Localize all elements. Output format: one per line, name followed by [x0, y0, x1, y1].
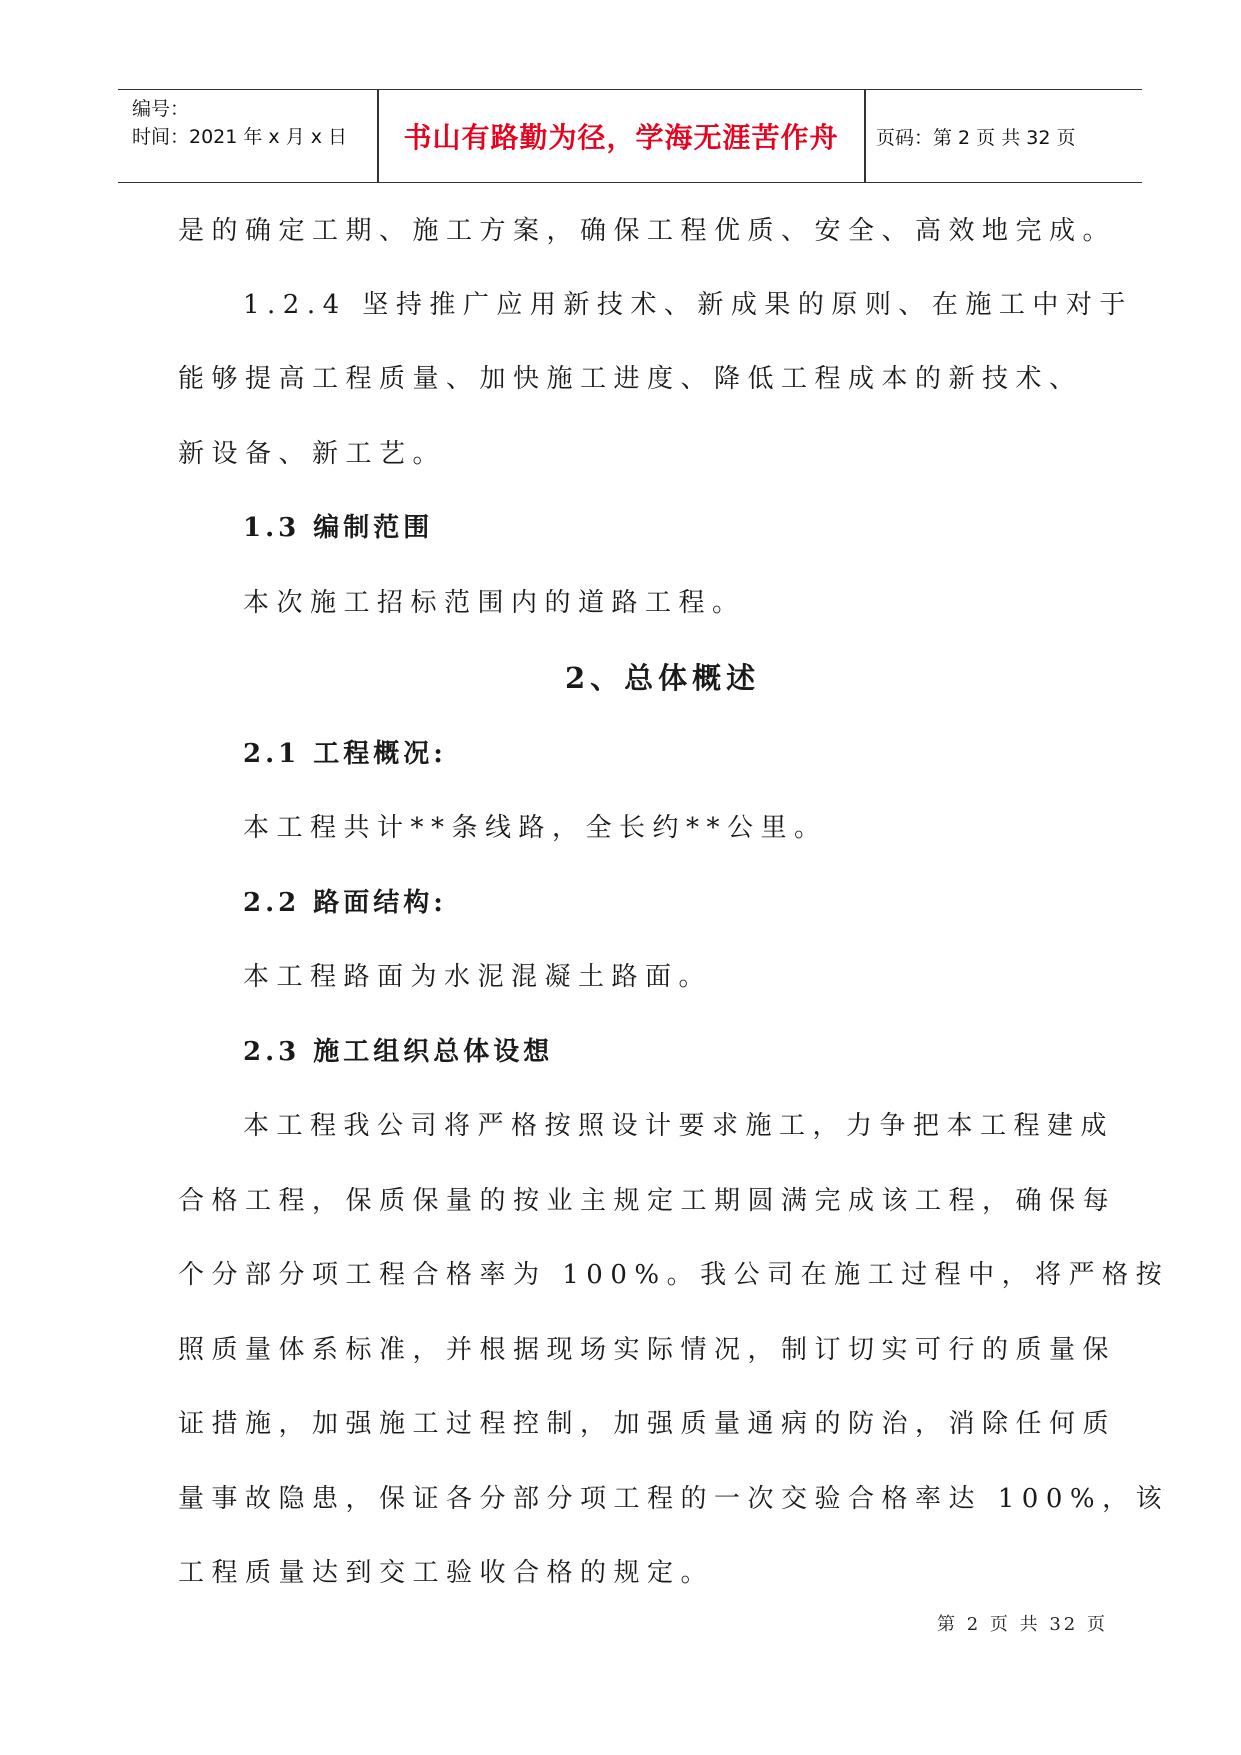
paragraph-line: 本工程路面为水泥混凝土路面。	[243, 962, 713, 992]
paragraph-line: 证措施，加强施工过程控制，加强质量通病的防治，消除任何质	[178, 1409, 1117, 1439]
paragraph-line: 个分部分项工程合格率为 100%。我公司在施工过程中，将严格按	[178, 1260, 1170, 1290]
subheading-2-2: 2.2 路面结构:	[243, 888, 447, 918]
paragraph-line: 本工程我公司将严格按照设计要求施工，力争把本工程建成	[243, 1111, 1115, 1141]
paragraph-line: 是的确定工期、施工方案，确保工程优质、安全、高效地完成。	[178, 216, 1117, 246]
subheading-1-3: 1.3 编制范围	[243, 513, 434, 543]
paragraph-line: 本工程共计**条线路，全长约**公里。	[243, 813, 828, 843]
section-title-2: 2、总体概述	[565, 661, 761, 695]
subheading-2-3: 2.3 施工组织总体设想	[243, 1037, 554, 1067]
paragraph-line: 合格工程，保质保量的按业主规定工期圆满完成该工程，确保每	[178, 1186, 1117, 1216]
header-motto: 书山有路勤为径，学海无涯苦作舟	[403, 121, 839, 154]
paragraph-line: 工程质量达到交工验收合格的规定。	[178, 1558, 715, 1588]
subheading-2-1: 2.1 工程概况:	[243, 739, 447, 769]
header-page-label: 页码：第 2 页 共 32 页	[876, 126, 1076, 149]
document-header	[118, 89, 1142, 183]
paragraph-line: 1.2.4 坚持推广应用新技术、新成果的原则、在施工中对于	[243, 290, 1133, 320]
page-footer: 第 2 页 共 32 页	[937, 1614, 1108, 1635]
paragraph-line: 能够提高工程质量、加快施工进度、降低工程成本的新技术、	[178, 364, 1083, 394]
paragraph-line: 新设备、新工艺。	[178, 439, 447, 469]
header-time-label: 时间：2021 年 x 月 x 日	[132, 126, 348, 148]
header-divider	[864, 90, 866, 182]
paragraph-line: 量事故隐患，保证各分部分项工程的一次交验合格率达 100%，该	[178, 1484, 1170, 1514]
header-number-label: 编号：	[132, 98, 190, 120]
header-meta	[132, 90, 375, 182]
paragraph-line: 本次施工招标范围内的道路工程。	[243, 588, 746, 618]
paragraph-line: 照质量体系标准，并根据现场实际情况，制订切实可行的质量保	[178, 1335, 1117, 1365]
